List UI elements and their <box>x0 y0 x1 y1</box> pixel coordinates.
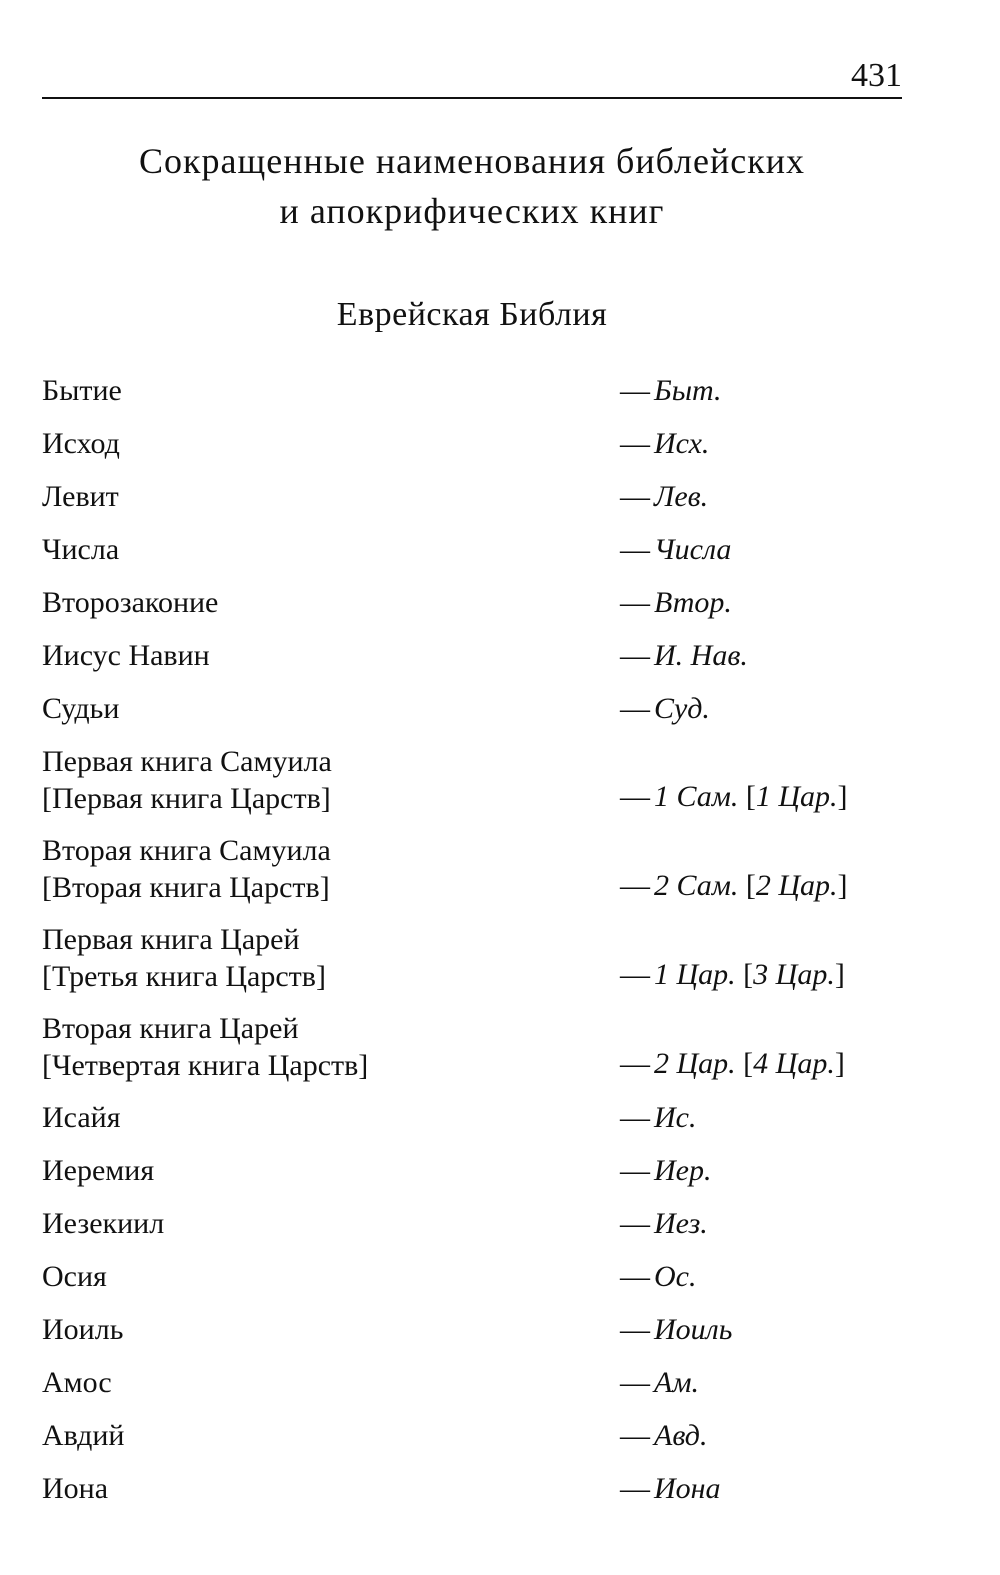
list-item <box>42 419 902 472</box>
book-name <box>42 832 602 906</box>
book-abbreviation <box>620 867 910 904</box>
book-abbreviation <box>620 1311 910 1348</box>
abbreviation-text: Ам. <box>654 1366 699 1399</box>
bracket-close: ] <box>834 1047 845 1080</box>
book-name <box>42 637 602 674</box>
list-item <box>42 1093 902 1146</box>
list-item <box>42 915 902 1004</box>
alternate-abbreviation: 2 Цар. <box>755 869 838 902</box>
dash: — <box>620 869 650 902</box>
page-number: 431 <box>851 57 902 94</box>
dash: — <box>620 1047 650 1080</box>
book-name-line: Левит <box>42 480 119 513</box>
abbreviation-text: Суд. <box>654 692 710 725</box>
book-name-line: Иеремия <box>42 1154 155 1187</box>
dash: — <box>620 1313 650 1346</box>
dash: — <box>620 1207 650 1240</box>
list-item <box>42 826 902 915</box>
book-name-line: Иисус Навин <box>42 639 210 672</box>
bracket-close: ] <box>834 958 845 991</box>
abbreviation-text: Лев. <box>654 480 709 513</box>
dash: — <box>620 780 650 813</box>
bracket-open: [ <box>745 869 756 902</box>
abbreviation-text: Иер. <box>654 1154 712 1187</box>
book-abbreviation <box>620 1258 910 1295</box>
abbreviation-text: Быт. <box>654 374 722 407</box>
book-name <box>42 584 602 621</box>
book-name-line: Первая книга Царей <box>42 923 300 956</box>
list-item <box>42 472 902 525</box>
book-name-line: Вторая книга Царей <box>42 1012 299 1045</box>
list-item <box>42 1464 902 1517</box>
list-item <box>42 631 902 684</box>
book-name-line: [Вторая книга Царств] <box>42 871 330 904</box>
book-abbreviation <box>620 1417 910 1454</box>
book-name-line: Числа <box>42 533 120 566</box>
section-heading: Еврейская Библия <box>336 296 608 333</box>
list-item <box>42 1305 902 1358</box>
book-abbreviation <box>620 1045 910 1082</box>
book-abbreviation <box>620 690 910 727</box>
dash: — <box>620 533 650 566</box>
abbreviation-text: Втор. <box>654 586 732 619</box>
list-item <box>42 684 902 737</box>
book-name-line: [Первая книга Царств] <box>42 782 331 815</box>
list-item <box>42 1252 902 1305</box>
book-name <box>42 372 602 409</box>
book-name-line: Амос <box>42 1366 112 1399</box>
book-name-line: Второзаконие <box>42 586 219 619</box>
dash: — <box>620 427 650 460</box>
list-item <box>42 737 902 826</box>
abbreviation-text: 1 Сам. <box>654 780 739 813</box>
book-name <box>42 425 602 462</box>
book-name <box>42 1152 602 1189</box>
bracket-close: ] <box>837 780 848 813</box>
book-name-line: Авдий <box>42 1419 125 1452</box>
book-abbreviation <box>620 1099 910 1136</box>
list-item <box>42 1146 902 1199</box>
header-rule <box>42 97 902 99</box>
book-name <box>42 1205 602 1242</box>
book-name <box>42 1010 602 1084</box>
abbreviation-text: Исх. <box>654 427 710 460</box>
abbreviation-text: 1 Цар. <box>654 958 736 991</box>
abbreviation-text: Ос. <box>654 1260 697 1293</box>
book-name-line: Исайя <box>42 1101 121 1134</box>
book-abbreviation <box>620 778 910 815</box>
book-abbreviation <box>620 1152 910 1189</box>
book-name <box>42 921 602 995</box>
abbreviation-text: Авд. <box>654 1419 708 1452</box>
book-name-line: Иезекиил <box>42 1207 165 1240</box>
book-name <box>42 1364 602 1401</box>
book-abbreviation <box>620 478 910 515</box>
page-title-line-2: и апокрифических книг <box>279 191 665 231</box>
dash: — <box>620 374 650 407</box>
dash: — <box>620 1154 650 1187</box>
list-item <box>42 1004 902 1093</box>
book-abbreviation <box>620 956 910 993</box>
book-name-line: Осия <box>42 1260 107 1293</box>
list-item <box>42 1411 902 1464</box>
dash: — <box>620 1260 650 1293</box>
bracket-open: [ <box>743 958 754 991</box>
book-abbreviation <box>620 1470 910 1507</box>
book-name <box>42 1258 602 1295</box>
list-item <box>42 366 902 419</box>
book-name-line: Бытие <box>42 374 122 407</box>
list-item <box>42 1358 902 1411</box>
dash: — <box>620 480 650 513</box>
book-abbreviation <box>620 1205 910 1242</box>
dash: — <box>620 1419 650 1452</box>
book-abbreviation <box>620 1364 910 1401</box>
book-name-line: Исход <box>42 427 120 460</box>
book-abbreviation <box>620 637 910 674</box>
book-name-line: [Четвертая книга Царств] <box>42 1049 369 1082</box>
abbreviation-text: И. Нав. <box>654 639 748 672</box>
book-name-line: Первая книга Самуила <box>42 745 332 778</box>
dash: — <box>620 958 650 991</box>
abbreviation-text: Ис. <box>654 1101 697 1134</box>
abbreviation-list <box>42 366 902 1517</box>
bracket-close: ] <box>837 869 848 902</box>
book-name-line: [Третья книга Царств] <box>42 960 326 993</box>
bracket-open: [ <box>743 1047 754 1080</box>
dash: — <box>620 639 650 672</box>
abbreviation-text: Иона <box>654 1472 721 1505</box>
book-name <box>42 1099 602 1136</box>
page-title-line-1: Сокращенные наименования библейских <box>139 141 805 181</box>
abbreviation-text: Иоиль <box>654 1313 733 1346</box>
alternate-abbreviation: 4 Цар. <box>753 1047 835 1080</box>
abbreviation-text: Иез. <box>654 1207 708 1240</box>
bracket-open: [ <box>745 780 756 813</box>
book-abbreviation <box>620 425 910 462</box>
book-name-line: Вторая книга Самуила <box>42 834 331 867</box>
list-item <box>42 578 902 631</box>
abbreviation-text: Числа <box>654 533 732 566</box>
book-abbreviation <box>620 531 910 568</box>
book-name <box>42 1470 602 1507</box>
book-name <box>42 1417 602 1454</box>
abbreviation-text: 2 Сам. <box>654 869 739 902</box>
abbreviation-text: 2 Цар. <box>654 1047 736 1080</box>
list-item <box>42 1199 902 1252</box>
book-name <box>42 1311 602 1348</box>
book-name <box>42 478 602 515</box>
dash: — <box>620 1366 650 1399</box>
alternate-abbreviation: 3 Цар. <box>753 958 835 991</box>
book-abbreviation <box>620 372 910 409</box>
list-item <box>42 525 902 578</box>
book-name <box>42 690 602 727</box>
book-name-line: Судьи <box>42 692 120 725</box>
page-title <box>42 136 902 236</box>
alternate-abbreviation: 1 Цар. <box>755 780 838 813</box>
dash: — <box>620 1101 650 1134</box>
dash: — <box>620 692 650 725</box>
dash: — <box>620 586 650 619</box>
book-name <box>42 743 602 817</box>
book-name-line: Иоиль <box>42 1313 124 1346</box>
dash: — <box>620 1472 650 1505</box>
book-name <box>42 531 602 568</box>
book-name-line: Иона <box>42 1472 109 1505</box>
book-abbreviation <box>620 584 910 621</box>
